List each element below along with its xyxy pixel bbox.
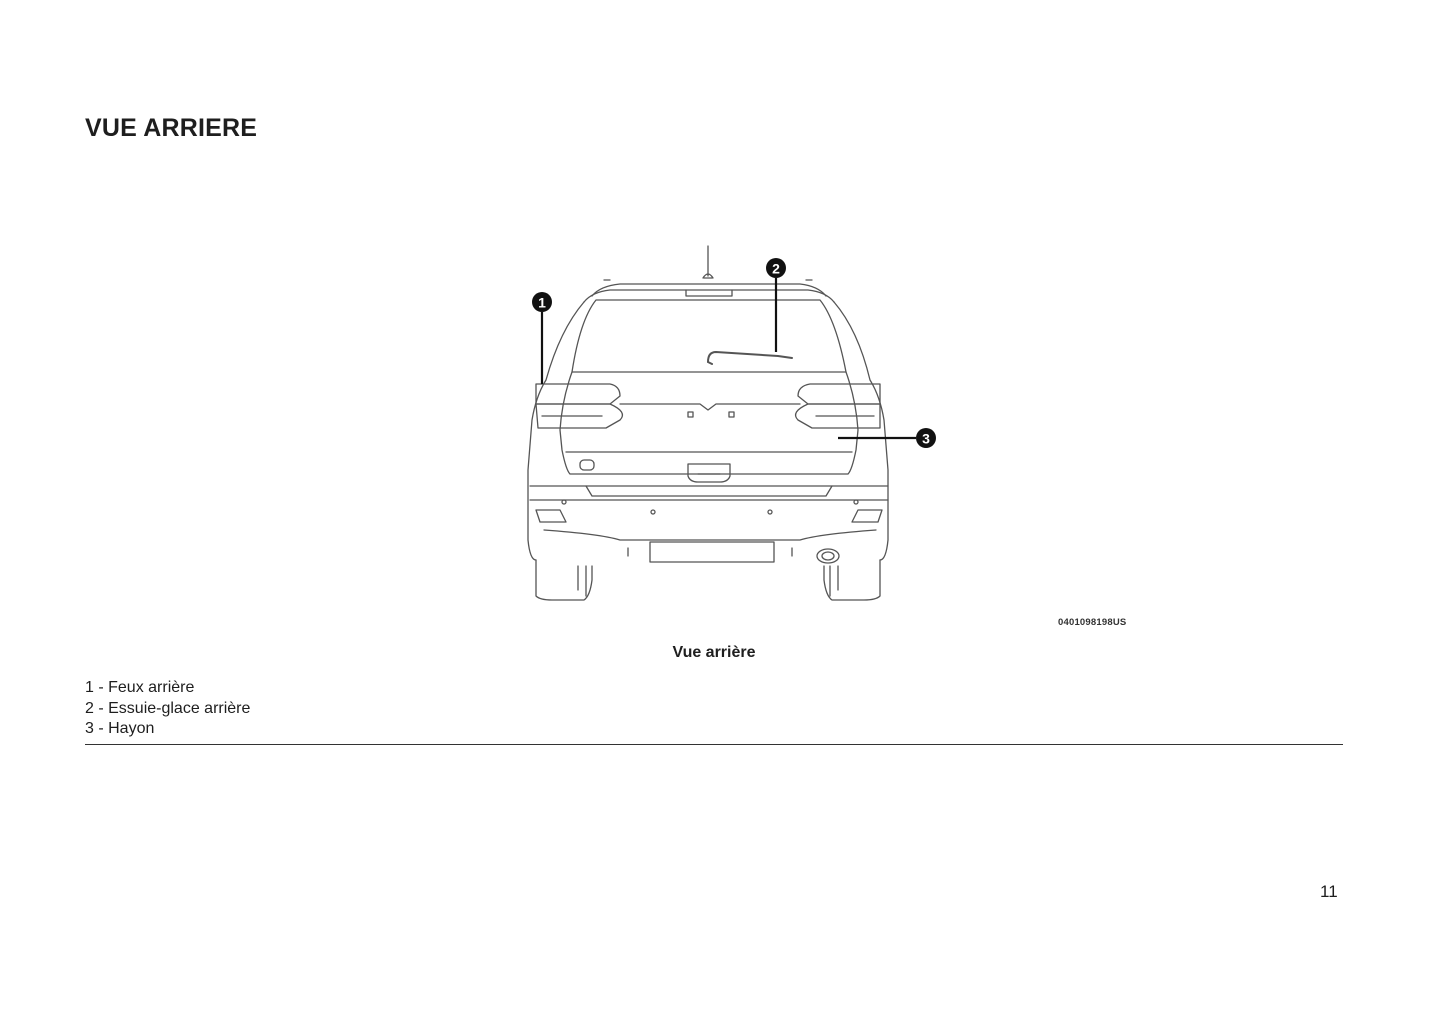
legend-item-3: 3 - Hayon [85,720,155,737]
callout-2-marker [766,258,786,278]
figure-caption: Vue arrière [672,644,756,661]
callout-1-number: 1 [538,294,546,311]
vehicle-rear-drawing [500,238,960,610]
legend-list [85,678,250,740]
callout-3-number: 3 [922,430,930,447]
callout-2-number: 2 [772,260,780,277]
page-number: 11 [1320,882,1338,901]
figure-code: 0401098198US [1058,617,1127,628]
legend-item-2: 2 - Essuie-glace arrière [85,699,251,717]
callout-3-marker [916,428,936,448]
section-divider [85,744,1343,745]
callout-1-marker [532,292,552,312]
legend-item-1: 1 - Feux arrière [85,679,195,696]
rear-view-illustration [500,238,960,610]
page-title: VUE ARRIERE [85,114,258,142]
